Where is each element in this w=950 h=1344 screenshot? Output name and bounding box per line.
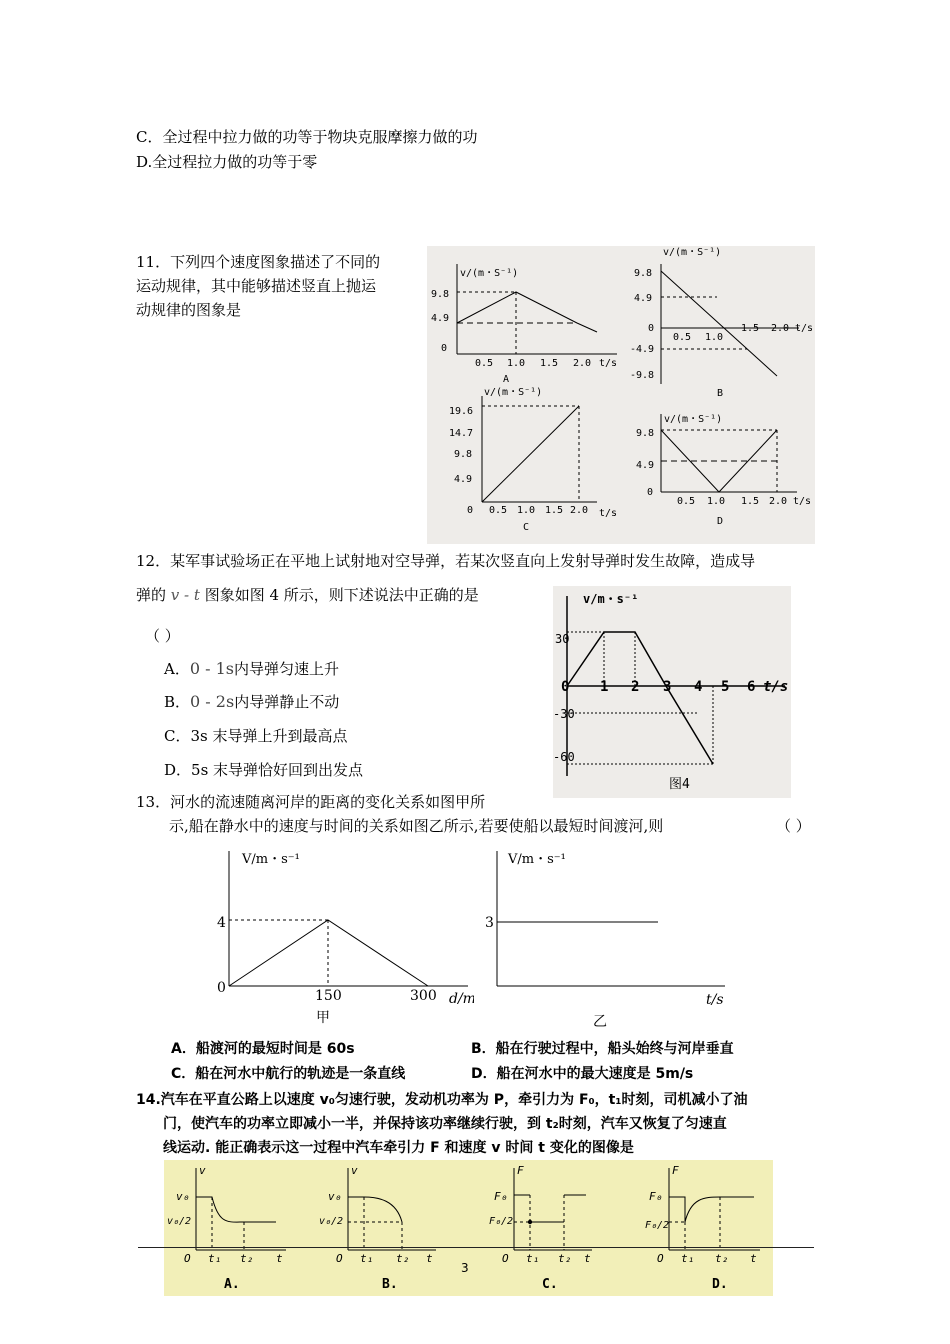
q14-d-label: D. bbox=[712, 1277, 728, 1292]
q12-fig-ytick-m30: -30 bbox=[553, 707, 575, 721]
q12-fig-ytick-m60: -60 bbox=[553, 750, 575, 764]
q11-d-tlabel: t/s bbox=[793, 496, 812, 507]
q14-b-top: v₀ bbox=[328, 1190, 342, 1203]
q12-figure-4 bbox=[553, 586, 791, 798]
q13-jia-caption: 甲 bbox=[316, 1010, 330, 1026]
q14-b-origin: O bbox=[336, 1252, 343, 1265]
q11-d-label: D bbox=[717, 516, 724, 527]
q13-stem-line1: 13．河水的流速随离河岸的距离的变化关系如图甲所 bbox=[136, 793, 486, 811]
q13-figure-jia bbox=[212, 846, 474, 1032]
q11-stem-line1: 11．下列四个速度图象描述了不同的 bbox=[136, 253, 381, 271]
q12-stem-prefix: 弹的 bbox=[136, 586, 167, 604]
q11-d-ytick-49: 4.9 bbox=[636, 460, 655, 471]
q13-jia-ytick-4: 4 bbox=[217, 915, 226, 931]
q14-stem-line3: 线运动. 能正确表示这一过程中汽车牵引力 F 和速度 v 时间 t 变化的图像是 bbox=[163, 1140, 634, 1156]
q11-graph-b bbox=[630, 247, 813, 399]
q14-b-label: B. bbox=[382, 1277, 398, 1292]
q11-a-label: A bbox=[503, 374, 510, 385]
q11-c-tlabel: t/s bbox=[599, 508, 618, 519]
q12-option-b-letter: B． bbox=[164, 693, 191, 711]
q11-b-xtick-05: 0.5 bbox=[673, 332, 692, 343]
q13-jia-xtick-300: 300 bbox=[410, 988, 437, 1004]
q14-stem-line2: 门，使汽车的功率立即减小一半，并保持该功率继续行驶，到 t₂时刻，汽车又恢复了匀速直 bbox=[163, 1116, 727, 1132]
q14-d-t2: t₂ bbox=[715, 1252, 729, 1265]
footer-rule bbox=[138, 1247, 814, 1248]
q12-option-a-math: 0 - 1s bbox=[189, 659, 234, 678]
q11-a-tlabel: t/s bbox=[599, 358, 618, 369]
q14-c-origin: O bbox=[502, 1252, 509, 1265]
q14-d-t: t bbox=[750, 1252, 757, 1265]
q11-a-ytick-98: 9.8 bbox=[431, 289, 450, 300]
q11-b-tlabel: t/s bbox=[795, 323, 814, 334]
q12-option-a-letter: A． bbox=[164, 660, 190, 678]
q12-fig-ytick-30: 30 bbox=[555, 632, 570, 646]
q12-option-b-math: 0 - 2s bbox=[190, 692, 235, 711]
q13-jia-ylabel: V/m・s⁻¹ bbox=[242, 852, 300, 867]
q11-b-ytick-49: 4.9 bbox=[634, 293, 653, 304]
q14-c-axis: F bbox=[517, 1164, 524, 1177]
q11-graph-d bbox=[636, 414, 811, 527]
q12-fig-xtick-0: 0 bbox=[561, 679, 570, 695]
q14-c-t1: t₁ bbox=[526, 1252, 540, 1265]
q11-b-ytick-0: 0 bbox=[648, 323, 655, 334]
q12-option-a bbox=[164, 659, 339, 679]
q11-c-xtick-0: 0 bbox=[467, 505, 474, 516]
q11-b-ytick-m49: -4.9 bbox=[630, 344, 655, 355]
q12-option-a-text: 内导弹匀速上升 bbox=[234, 660, 340, 678]
q14-a-t1: t₁ bbox=[208, 1252, 222, 1265]
q12-fig-caption: 图4 bbox=[669, 777, 690, 792]
q11-b-ylabel: v/(m・S⁻¹) bbox=[663, 247, 722, 258]
q11-graph-c bbox=[449, 387, 617, 533]
q12-answer-paren: （ ） bbox=[145, 627, 180, 645]
q11-a-xtick-20: 2.0 bbox=[573, 358, 592, 369]
q12-option-c: C．3s 末导弹上升到最高点 bbox=[164, 727, 348, 745]
q14-graph-d bbox=[645, 1164, 760, 1292]
q14-a-origin: O bbox=[184, 1252, 191, 1265]
q11-a-xtick-15: 1.5 bbox=[540, 358, 559, 369]
q14-d-half: F₀/2 bbox=[645, 1220, 670, 1231]
q11-a-ytick-0: 0 bbox=[441, 343, 448, 354]
q13-answer-paren: （ ） bbox=[776, 817, 811, 835]
q11-b-ytick-m98: -9.8 bbox=[630, 370, 655, 381]
q11-d-xtick-05: 0.5 bbox=[677, 496, 696, 507]
q13-option-c: C．船在河水中航行的轨迹是一条直线 bbox=[171, 1066, 406, 1082]
q13-option-d: D．船在河水中的最大速度是 5m/s bbox=[471, 1066, 694, 1082]
q14-graph-b bbox=[319, 1164, 436, 1292]
q12-option-b bbox=[164, 692, 339, 712]
q14-b-t: t bbox=[426, 1252, 433, 1265]
q10-option-c: C．全过程中拉力做的功等于物块克服摩擦力做的功 bbox=[136, 128, 478, 146]
q14-a-label: A. bbox=[224, 1277, 240, 1292]
q14-graph-c bbox=[489, 1164, 592, 1292]
q14-graph-a bbox=[167, 1164, 286, 1292]
q11-c-xtick-05: 0.5 bbox=[489, 505, 508, 516]
q13-option-a: A．船渡河的最短时间是 60s bbox=[171, 1041, 355, 1057]
q14-c-label: C. bbox=[542, 1277, 558, 1292]
q14-c-t2: t₂ bbox=[558, 1252, 572, 1265]
q11-a-ytick-49: 4.9 bbox=[431, 313, 450, 324]
q14-b-half: v₀/2 bbox=[319, 1216, 344, 1227]
q11-b-label: B bbox=[717, 388, 724, 399]
q14-a-half: v₀/2 bbox=[167, 1216, 192, 1227]
q14-b-t1: t₁ bbox=[360, 1252, 374, 1265]
page-number: 3 bbox=[461, 1261, 469, 1275]
q13-jia-origin: 0 bbox=[217, 980, 226, 996]
q14-c-t: t bbox=[584, 1252, 591, 1265]
q14-a-top: v₀ bbox=[176, 1190, 190, 1203]
q11-b-ytick-98: 9.8 bbox=[634, 268, 653, 279]
q11-b-xtick-20: 2.0 bbox=[771, 323, 790, 334]
q12-fig-xtick-2: 2 bbox=[631, 679, 640, 695]
q11-c-xtick-10: 1.0 bbox=[517, 505, 536, 516]
q14-d-top: F₀ bbox=[649, 1190, 663, 1203]
q12-fig-xtick-5: 5 bbox=[721, 679, 730, 695]
q10-option-d: D.全过程拉力做的功等于零 bbox=[136, 153, 318, 171]
q13-yi-caption: 乙 bbox=[593, 1014, 607, 1030]
q12-stem-suffix: 图象如图 4 所示，则下述说法中正确的是 bbox=[204, 586, 479, 604]
q11-d-ylabel: v/(m・S⁻¹) bbox=[664, 414, 723, 425]
q14-d-origin: O bbox=[657, 1252, 664, 1265]
q11-graph-a bbox=[431, 264, 617, 385]
q14-a-t2: t₂ bbox=[240, 1252, 254, 1265]
q11-b-xtick-10: 1.0 bbox=[705, 332, 724, 343]
q11-a-xtick-10: 1.0 bbox=[507, 358, 526, 369]
q14-c-top: F₀ bbox=[494, 1190, 508, 1203]
q12-fig-ylabel: v/m・s⁻¹ bbox=[583, 592, 639, 606]
q14-a-axis: v bbox=[199, 1164, 206, 1177]
q13-option-b: B．船在行驶过程中，船头始终与河岸垂直 bbox=[471, 1041, 734, 1057]
q13-yi-xlabel: t/s bbox=[706, 992, 724, 1008]
q11-a-xtick-05: 0.5 bbox=[475, 358, 494, 369]
q11-stem-line2: 运动规律，其中能够描述竖直上抛运 bbox=[136, 277, 377, 295]
q12-fig-xtick-1: 1 bbox=[600, 679, 609, 695]
q11-c-ytick-49: 4.9 bbox=[454, 474, 473, 485]
q11-d-xtick-20: 2.0 bbox=[769, 496, 788, 507]
q11-c-xtick-15: 1.5 bbox=[545, 505, 564, 516]
q11-a-ylabel: v/(m・S⁻¹) bbox=[460, 268, 519, 279]
q12-fig-xtick-3: 3 bbox=[663, 679, 672, 695]
q11-c-ytick-196: 19.6 bbox=[449, 406, 474, 417]
q11-d-ytick-98: 9.8 bbox=[636, 428, 655, 439]
q11-c-xtick-20: 2.0 bbox=[570, 505, 589, 516]
q11-d-xtick-15: 1.5 bbox=[741, 496, 760, 507]
q12-stem-math: v - t bbox=[170, 586, 200, 604]
q12-stem-line2 bbox=[136, 585, 479, 605]
q12-fig-xlabel: t/s bbox=[763, 679, 789, 695]
q11-c-ylabel: v/(m・S⁻¹) bbox=[484, 387, 543, 398]
q13-figure-yi bbox=[480, 846, 730, 1032]
q14-b-axis: v bbox=[351, 1164, 358, 1177]
q14-c-half: F₀/2 bbox=[489, 1216, 514, 1227]
q13-stem-line2: 示,船在静水中的速度与时间的关系如图乙所示,若要使船以最短时间渡河,则 bbox=[169, 817, 664, 835]
q11-c-ytick-98: 9.8 bbox=[454, 449, 473, 460]
q14-a-t: t bbox=[276, 1252, 283, 1265]
q11-d-xtick-10: 1.0 bbox=[707, 496, 726, 507]
q14-d-t1: t₁ bbox=[681, 1252, 695, 1265]
q11-c-label: C bbox=[523, 522, 530, 533]
q13-yi-ylabel: V/m・s⁻¹ bbox=[508, 852, 566, 867]
q12-stem-line1: 12．某军事试验场正在平地上试射地对空导弹，若某次竖直向上发射导弹时发生故障，造成导 bbox=[136, 552, 756, 570]
q13-jia-xlabel: d/m bbox=[449, 991, 474, 1007]
q12-option-d: D．5s 末导弹恰好回到出发点 bbox=[164, 761, 364, 779]
q11-c-ytick-147: 14.7 bbox=[449, 428, 474, 439]
q13-yi-ytick-3: 3 bbox=[485, 915, 494, 931]
q14-d-axis: F bbox=[672, 1164, 679, 1177]
q11-stem-line3: 动规律的图象是 bbox=[136, 301, 242, 319]
q11-d-ytick-0: 0 bbox=[647, 487, 654, 498]
q14-stem-line1: 14.汽车在平直公路上以速度 v₀匀速行驶，发动机功率为 P，牵引力为 F₀，t₁时刻，司机减小了油 bbox=[136, 1092, 748, 1108]
q12-fig-xtick-4: 4 bbox=[694, 679, 703, 695]
q12-fig-xtick-6: 6 bbox=[747, 679, 756, 695]
q12-option-b-text: 内导弹静止不动 bbox=[234, 693, 340, 711]
q14-b-t2: t₂ bbox=[396, 1252, 410, 1265]
q11-figure bbox=[427, 246, 815, 544]
q13-jia-xtick-150: 150 bbox=[315, 988, 342, 1004]
q11-b-xtick-15: 1.5 bbox=[741, 323, 760, 334]
